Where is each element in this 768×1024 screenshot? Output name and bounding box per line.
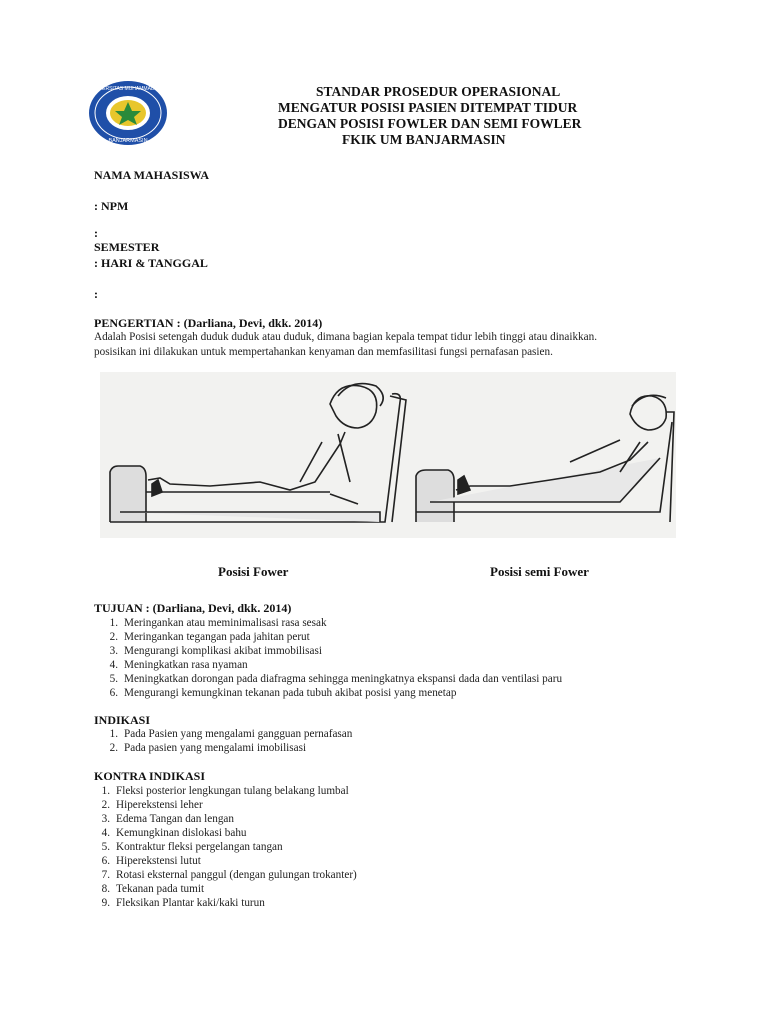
title-line-4: FKIK UM BANJARMASIN	[342, 132, 506, 147]
title-line-3: DENGAN POSISI FOWLER DAN SEMI FOWLER	[278, 116, 582, 131]
list-item: 8. Tekanan pada tumit	[101, 883, 205, 895]
pengertian-line: Adalah Posisi setengah duduk duduk atau duduk, dimana bagian kepala tempat tidur lebih tinggi atau dinaikkan.	[94, 331, 598, 343]
kontra-indikasi-heading: KONTRA INDIKASI	[94, 769, 206, 783]
list-item: 7. Rotasi eksternal panggul (dengan gulungan trokanter)	[101, 869, 357, 881]
list-item: 5. Meningkatkan dorongan pada diafragma sehingga meningkatnya ekspansi dada dan ventilasi paru	[109, 673, 563, 685]
list-item: 1. Pada Pasien yang mengalami gangguan pernafasan	[109, 728, 353, 740]
fowler-positions-illustration	[100, 372, 676, 538]
indikasi-list	[100, 727, 352, 755]
pengertian-paragraph	[94, 330, 694, 360]
tujuan-list	[100, 616, 562, 700]
list-item: 2. Pada pasien yang mengalami imobilisasi	[109, 742, 307, 754]
field-nama-mahasiswa: NAMA MAHASISWA	[94, 168, 210, 182]
document-title	[260, 84, 680, 148]
field-semester: SEMESTER	[94, 240, 160, 254]
field-colon: :	[94, 226, 98, 240]
caption-fowler: Posisi Fower	[218, 564, 289, 579]
list-item: 6. Hiperekstensi lutut	[101, 855, 201, 867]
list-item: 4. Meningkatkan rasa nyaman	[109, 659, 248, 671]
pengertian-line: posisikan ini dilakukan untuk mempertahankan kenyaman dan memfasilitasi fungsi pernafasan pasien.	[94, 346, 553, 358]
kontra-indikasi-list	[92, 784, 357, 910]
pengertian-heading: PENGERTIAN : (Darliana, Devi, dkk. 2014)	[94, 316, 323, 330]
tujuan-heading: TUJUAN : (Darliana, Devi, dkk. 2014)	[94, 601, 292, 615]
list-item: 1. Fleksi posterior lengkungan tulang belakang lumbal	[101, 785, 349, 797]
list-item: 3. Mengurangi komplikasi akibat immobilisasi	[109, 645, 322, 657]
field-hari-tanggal: : HARI & TANGGAL	[94, 256, 208, 270]
svg-text:UNIVERSITAS MUHAMMADIYAH: UNIVERSITAS MUHAMMADIYAH	[90, 86, 166, 92]
title-line-1: STANDAR PROSEDUR OPERASIONAL	[316, 84, 561, 99]
indikasi-heading: INDIKASI	[94, 713, 151, 727]
list-item: 3. Edema Tangan dan lengan	[101, 813, 234, 825]
caption-semi-fowler: Posisi semi Fower	[490, 564, 589, 579]
list-item: 2. Hiperekstensi leher	[101, 799, 203, 811]
field-npm: : NPM	[94, 199, 129, 213]
field-colon: :	[94, 287, 98, 301]
title-line-2: MENGATUR POSISI PASIEN DITEMPAT TIDUR	[278, 100, 578, 115]
list-item: 1. Meringankan atau meminimalisasi rasa sesak	[109, 617, 327, 629]
list-item: 6. Mengurangi kemungkinan tekanan pada tubuh akibat posisi yang menetap	[109, 687, 457, 699]
list-item: 4. Kemungkinan dislokasi bahu	[101, 827, 247, 839]
list-item: 9. Fleksikan Plantar kaki/kaki turun	[101, 897, 265, 909]
svg-text:BANJARMASIN: BANJARMASIN	[108, 138, 148, 144]
university-logo	[88, 80, 168, 146]
list-item: 2. Meringankan tegangan pada jahitan perut	[109, 631, 310, 643]
list-item: 5. Kontraktur fleksi pergelangan tangan	[101, 841, 283, 853]
